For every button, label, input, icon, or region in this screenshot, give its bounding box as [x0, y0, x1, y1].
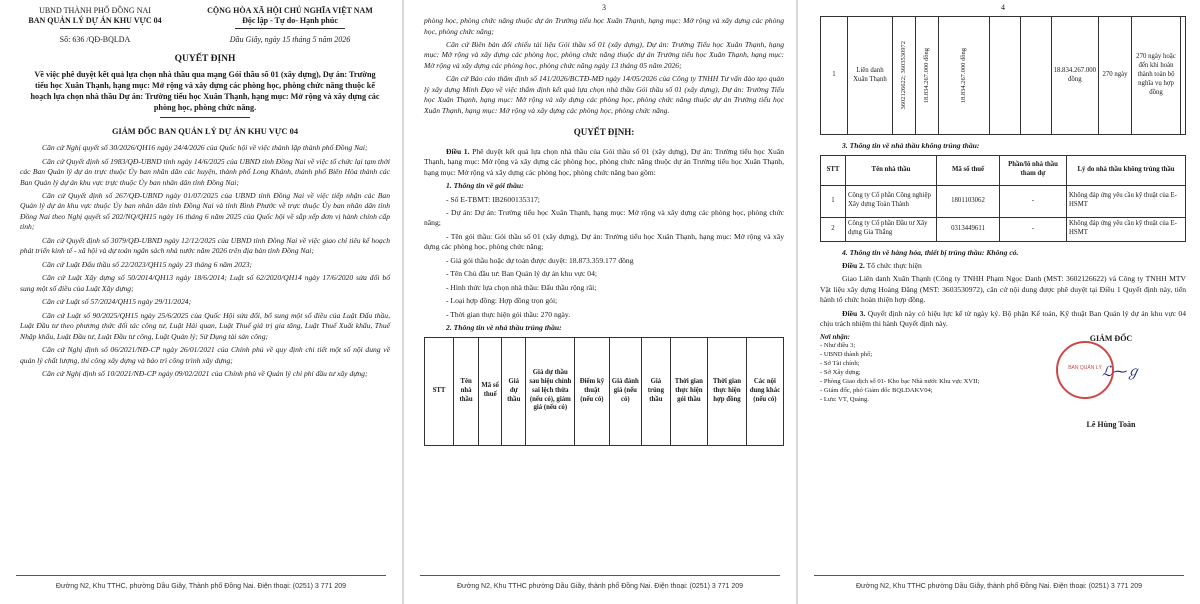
- recipient-item: - Như điều 3;: [820, 342, 856, 350]
- number-date-row: [20, 35, 390, 45]
- package-info-item: - Dự án: Dự án: Trường tiểu học Xuân Thạnh, hạng mục: Mở rộng và xây dựng các phòng học, phòng chức năng;: [424, 208, 784, 228]
- signer-title: GIÁM ĐỐC: [1089, 333, 1133, 343]
- table-cell: [1181, 17, 1186, 135]
- table-cell: -: [1000, 217, 1067, 241]
- article-1-text: Phê duyệt kết quả lựa chọn nhà thầu của Gói thầu số 01 (xây dựng), Dự án: Trường tiểu học Xuân Thạnh, hạng mục: Mở rộng và xây dựng các phòng học, phòng chức năng thuộc dự án Trường tiểu học Xuân Thạnh, hạng mục: Mở rộng và xây dựng các phòng học, phòng chức năng bao gồm:: [424, 146, 785, 177]
- package-info-item: - Giá gói thầu hoặc dự toán được duyệt: 18.873.359.177 đồng: [446, 255, 634, 265]
- winner-table-body: [820, 16, 1186, 135]
- table-header-cell: STT: [425, 337, 454, 445]
- table-header-cell: STT: [821, 155, 846, 185]
- basis-item: Căn cứ Báo cáo thẩm định số 141/2026/BCTĐ-MĐ ngày 14/05/2026 của Công ty TNHH Tư vấn đào tạo quản lý xây dựng Minh Đạo về việc thẩm định kết quả lựa chọn nhà thầu Gói thầu số 01 (xây dựng), Dự án: Trường Tiểu học Xuân Thạnh, hạng mục: Mở rộng và xây dựng các phòng học, phòng chức năng thuộc dự án Trường tiểu học Xuân Thạnh, hạng mục: Mở rộng và xây dựng các phòng học, phòng chức năng.: [424, 74, 784, 115]
- table-cell: 270 ngày: [1099, 17, 1132, 135]
- footer-divider: [814, 575, 1184, 576]
- table-header-cell: Mã số thuế: [937, 155, 1000, 185]
- table-cell: [892, 17, 915, 135]
- table-header-row: [425, 337, 784, 445]
- page-number: 3: [602, 3, 606, 12]
- table-row: [821, 217, 1186, 241]
- national-motto-block: [190, 6, 390, 29]
- table-cell: -: [1000, 185, 1067, 217]
- package-info-list: [424, 195, 784, 321]
- article-3-label: Điều 3.: [842, 308, 866, 318]
- recipient-item: - Lưu: VT, Quảng.: [820, 395, 869, 403]
- issuer-line-1: UBND THÀNH PHỐ ĐỒNG NAI: [39, 6, 151, 15]
- package-info-item: - Tên Chủ đầu tư: Ban Quản lý dự án khu vực 04;: [446, 269, 597, 279]
- section-3-heading: 3. Thông tin về nhà thầu không trúng thầu:: [842, 141, 980, 151]
- table-header-cell: Điểm kỹ thuật (nếu có): [575, 337, 609, 445]
- basis-item: Căn cứ Luật số 90/2025/QH15 ngày 25/6/2025 của Quốc Hội sửa đổi, bổ sung một số điều của Luật Đấu thầu, Luật Đầu tư theo phương thức đối tác công tư, Luật Hải quan, Luật Thuế giá trị gia tăng, Luật Thuế Xuất khẩu, Thuế Nhập khẩu, Luật Đầu tư, Luật Đầu tư công, Luật Quản lý; Sử Dụng tài sản công;: [20, 310, 390, 341]
- package-info-item: - Hình thức lựa chọn nhà thầu: Đấu thầu rộng rãi;: [446, 282, 597, 292]
- table-header-cell: Tên nhà thầu: [846, 155, 937, 185]
- basis-item: Căn cứ Luật số 57/2024/QH15 ngày 29/11/2024;: [42, 297, 192, 307]
- legal-bases-continued: [424, 16, 784, 116]
- recipients-block: [820, 333, 1020, 405]
- footer-divider: [16, 575, 386, 576]
- table-cell: Liên danh Xuân Thạnh: [847, 17, 892, 135]
- table-header-cell: Giá đánh giá (nếu có): [609, 337, 642, 445]
- recipient-item: - Sở Xây dựng;: [820, 369, 861, 377]
- table-cell: Công ty Cổ phần Công nghiệp Xây dựng Toàn Thành: [846, 185, 937, 217]
- basis-item: Căn cứ Nghị định số 10/2021/NĐ-CP ngày 09/02/2021 của Chính phủ về Quản lý chi phí đầu tư xây dựng;: [42, 369, 368, 379]
- subject-underline: [160, 117, 250, 118]
- table-header-cell: Lý do nhà thầu không trúng thầu: [1067, 155, 1186, 185]
- place-date: Dầu Giây, ngày 15 tháng 5 năm 2026: [229, 34, 351, 44]
- bid-price-vertical: 18.834.267.000 đồng: [922, 47, 930, 104]
- recipients-list: [820, 342, 1020, 404]
- footer-divider: [420, 575, 780, 576]
- table-header-cell: Phần/lô nhà thầu tham dự: [1000, 155, 1067, 185]
- basis-item: Căn cứ Luật Đấu thầu số 22/2023/QH15 ngày 23 tháng 6 năm 2023;: [42, 259, 253, 269]
- table-cell: 1801103062: [937, 185, 1000, 217]
- table-row: [821, 17, 1186, 135]
- recipient-item: - UBND thành phố;: [820, 351, 873, 359]
- table-cell: 18.834.267.000 đồng: [1051, 17, 1098, 135]
- article-3: [820, 309, 1186, 330]
- doc-number: Số: 636 /QĐ-BQLDA: [59, 34, 131, 44]
- page-footer: Đường N2, Khu TTHC phường Dầu Giây, thành phố Đồng Nai. Điện thoại: (0251) 3 771 209: [855, 583, 1142, 591]
- table-cell: [989, 17, 1020, 135]
- section-4-heading: 4. Thông tin về hàng hóa, thiết bị trúng thầu: Không có.: [842, 247, 1019, 257]
- recipient-item: - Phòng Giao dịch số 01- Kho bạc Nhà nước Khu vực XVII;: [820, 378, 980, 385]
- decision-subject: Về việc phê duyệt kết quả lựa chọn nhà thầu qua mạng Gói thầu số 01 (xây dựng), Dự án: Trường tiểu học Xuân Thạnh, hạng mục: Mở rộng và xây dựng các phòng học, phòng chức năng thuộc kế hoạch lựa chọn nhà thầu Dự án: Trường tiểu học Xuân Thạnh, hạng mục: Mở rộng và xây dựng các phòng học, phòng chức năng.: [30, 70, 380, 113]
- decision-title: QUYẾT ĐỊNH: [174, 54, 236, 65]
- issuer-block: [20, 6, 170, 29]
- basis-item: Căn cứ Quyết định số 3079/QĐ-UBND ngày 12/12/2025 của UBND tỉnh Đồng Nai về việc giao chỉ tiêu kế hoạch phát triển kinh tế - xã hội và dự toán ngân sách nhà nước năm 2026 trên địa bàn tỉnh Đồng Nai;: [20, 235, 390, 256]
- package-info-item: - Số E-TBMT: IB2600135317;: [446, 194, 540, 204]
- basis-item: Căn cứ Quyết định số 267/QĐ-UBND ngày 01/07/2025 của UBND tỉnh Đồng Nai về việc tiếp nhận các Ban Quản lý dự án khu vực thuộc Ủy ban nhân dân tỉnh Đồng Nai và tỉnh Bình Phước về trực thuộc Ủy ban nhân dân tỉnh Đồng Nai theo Nghị quyết số 202/NQ/QH15 ngày 16 tháng 6 năm 2025 của Quốc hội về sắp xếp đơn vị hành chính cấp tỉnh;: [20, 191, 390, 232]
- article-2-text: Giao Liên danh Xuân Thạnh (Công ty TNHH Phạm Ngọc Danh (MST: 3602126622) và Công ty TNHH MTV Vật liệu xây dựng Hoàng Đăng (MST: 3603530972), căn cứ nội dung được phê duyệt tại Điều 1 Quyết định này, tiến hành tổ chức hoàn thiện hợp đồng.: [820, 274, 1186, 305]
- table-cell: 2: [821, 217, 846, 241]
- decide-heading: QUYẾT ĐỊNH:: [573, 127, 635, 138]
- table-row: [821, 185, 1186, 217]
- table-cell: 0313449611: [937, 217, 1000, 241]
- table-cell: Không đáp ứng yêu cầu kỹ thuật của E-HSMT: [1067, 217, 1186, 241]
- package-info-item: - Thời gian thực hiện gói thầu: 270 ngày.: [446, 309, 571, 319]
- document-page-1: [0, 0, 402, 604]
- motto-underline: [235, 28, 345, 29]
- winner-table-header: [424, 337, 784, 446]
- page-footer: Đường N2, Khu TTHC, phường Dầu Giây, Thành phố Đồng Nai. Điện thoại: (0251) 3 771 209: [55, 583, 347, 591]
- page-footer: Đường N2, Khu TTHC phường Dầu Giây, thành phố Đồng Nai. Điện thoại: (0251) 3 771 209: [456, 583, 743, 591]
- table-cell: 1: [821, 185, 846, 217]
- table-header-cell: Giá dự thầu: [502, 337, 526, 445]
- table-header-cell: Thời gian thực hiện hợp đồng: [708, 337, 747, 445]
- table-cell: [938, 17, 989, 135]
- table-header-cell: Giá dự thầu sau hiệu chỉnh sai lệch thừa (nếu có), giảm giá (nếu có): [526, 337, 575, 445]
- table-header-row: [821, 155, 1186, 185]
- basis-item: Căn cứ Nghị quyết số 30/2026/QH16 ngày 24/4/2026 của Quốc hội về việc thành lập thành phố Đồng Nai;: [42, 143, 368, 153]
- basis-item: Căn cứ Biên bản đối chiếu tài liệu Gói thầu số 01 (xây dựng), Dự án: Trường Tiểu học Xuân Thạnh, hạng mục: Mở rộng và xây dựng các phòng học, phòng chức năng thuộc dự án Trường tiểu học Xuân Thạnh, hạng mục: Mở rộng và xây dựng các phòng học, phòng chức năng ngày 13 tháng 05 năm 2026;: [424, 39, 784, 70]
- table-cell: 270 ngày hoặc đến khi hoàn thành toàn bộ nghĩa vụ hợp đồng: [1132, 17, 1181, 135]
- national-title: CỘNG HÒA XÃ HỘI CHỦ NGHĨA VIỆT NAM: [207, 6, 373, 15]
- article-1-label: Điều 1.: [446, 146, 470, 156]
- issuer-underline: [60, 28, 130, 29]
- basis-item: Căn cứ Quyết định số 1983/QĐ-UBND tỉnh ngày 14/6/2025 của UBND tỉnh Đồng Nai về việc tổ chức lại tạm thời các Ban Quản lý dự án trực thuộc Ủy ban nhân dân các huyện, thành phố Long Khánh, thành phố Biên Hòa thành các Ban Quản lý dự án khu vực trực thuộc Ủy ban nhân dân tỉnh Đồng Nai;: [20, 156, 390, 187]
- table-cell: [1020, 17, 1051, 135]
- section-1-heading: 1. Thông tin về gói thầu:: [446, 181, 524, 191]
- table-header-cell: Mã số thuế: [479, 337, 502, 445]
- non-winner-table: [820, 155, 1186, 242]
- page-number: 4: [1001, 3, 1005, 12]
- article-2: [820, 261, 1186, 271]
- recipients-title: Nơi nhận:: [820, 332, 851, 341]
- article-2-label: Điều 2.: [842, 260, 865, 270]
- table-header-cell: Các nội dung khác (nếu có): [746, 337, 783, 445]
- table-cell: Không đáp ứng yêu cầu kỹ thuật của E-HSMT: [1067, 185, 1186, 217]
- signature-area: [820, 333, 1186, 463]
- basis-item: Căn cứ Luật Xây dựng số 50/2014/QH13 ngày 18/6/2014; Luật số 62/2020/QH14 ngày 17/6/2020 sửa đổi bổ sung một số điều của Luật Xây dựng;: [20, 273, 390, 293]
- package-info-item: - Tên gói thầu: Gói thầu số 01 (xây dựng), Dự án: Trường tiểu học Xuân Thạnh, hạng mục: Mở rộng và xây dựng các phòng học, phòng chức năng;: [424, 231, 784, 252]
- authority-line: GIÁM ĐỐC BAN QUẢN LÝ DỰ ÁN KHU VỰC 04: [111, 126, 299, 136]
- section-2-heading: 2. Thông tin về nhà thầu trúng thầu:: [446, 323, 562, 333]
- document-header: [20, 6, 390, 29]
- national-motto: Độc lập - Tự do- Hạnh phúc: [242, 16, 338, 26]
- tax-code-vertical: 3602126622; 3603530972: [899, 41, 907, 110]
- document-page-4: [798, 0, 1200, 604]
- table-cell: 1: [821, 17, 848, 135]
- signer-block: [1046, 333, 1176, 429]
- article-2-title: Tổ chức thực hiện: [866, 260, 922, 270]
- article-1: [424, 147, 784, 178]
- table-header-cell: Thời gian thực hiện gói thầu: [670, 337, 707, 445]
- basis-item: Căn cứ Nghị định số 06/2021/NĐ-CP ngày 26/01/2021 của Chính phủ về quy định chi tiết một số nội dung về quản lý chất lượng, thi công xây dựng và bảo trì công trình xây dựng;: [20, 345, 390, 365]
- table-cell: Công ty Cổ phần Đầu tư Xây dựng Gia Thắng: [846, 217, 937, 241]
- adjusted-price-vertical: 18.834.267.000 đồng: [959, 47, 967, 104]
- legal-bases: [20, 143, 390, 379]
- issuer-line-2: BAN QUẢN LÝ DỰ ÁN KHU VỰC 04: [28, 16, 162, 26]
- package-info-item: - Loại hợp đồng: Hợp đồng trọn gói;: [446, 296, 558, 306]
- document-page-3: [404, 0, 796, 604]
- signer-name: Lê Hùng Toàn: [1086, 419, 1136, 429]
- table-header-cell: Giá trúng thầu: [642, 337, 671, 445]
- handwritten-signature: ℒ⁓ℊ: [1102, 364, 1141, 380]
- table-cell: [915, 17, 938, 135]
- article-3-text: Quyết định này có hiệu lực kể từ ngày ký. Bộ phận Kế toán, Kỹ thuật Ban Quản lý dự án khu vực 04 chịu trách nhiệm thi hành Quyết định này.: [820, 308, 1186, 329]
- official-seal: BAN QUẢN LÝ: [1056, 341, 1114, 399]
- recipient-item: - Giám đốc, phó Giám đốc BQLDAKV04;: [820, 386, 933, 394]
- basis-item: phòng học, phòng chức năng thuộc dự án Trường tiểu học Xuân Thạnh, hạng mục: Mở rộng và xây dựng các phòng học, phòng chức năng;: [424, 16, 784, 36]
- recipient-item: - Sở Tài chính;: [820, 360, 860, 368]
- table-header-cell: Tên nhà thầu: [454, 337, 479, 445]
